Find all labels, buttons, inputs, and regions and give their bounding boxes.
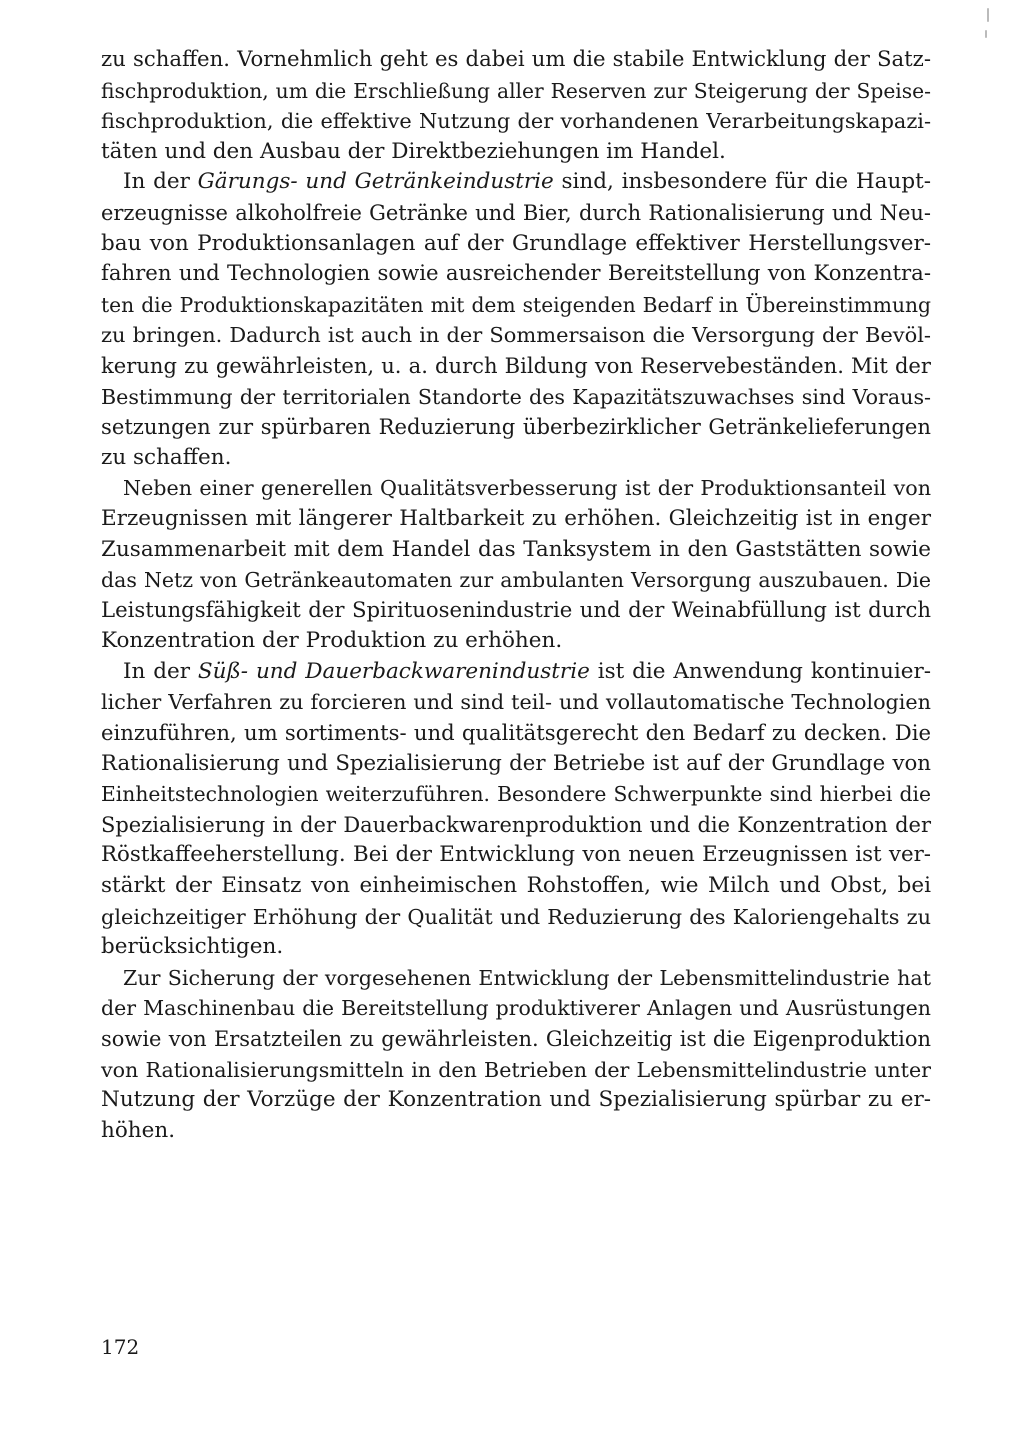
text-line xyxy=(101,963,931,994)
text-run: In der xyxy=(123,169,198,195)
text-line xyxy=(101,932,931,963)
text-line xyxy=(101,290,931,321)
scan-speck xyxy=(987,8,989,22)
text-line xyxy=(101,412,931,443)
page-number: 172 xyxy=(101,1335,140,1359)
text-run: Zur Sicherung der vorgesehenen Entwicklung der Lebensmittelindustrie hat xyxy=(123,965,931,990)
text-line xyxy=(101,657,931,688)
paragraph xyxy=(101,45,931,167)
text-run: zu schaffen. Vornehmlich geht es dabei um die stabile Entwicklung der Satz- xyxy=(101,47,931,72)
text-run: licher Verfahren zu forcieren und sind teil- und vollautomatische Technologien xyxy=(101,690,931,715)
text-line xyxy=(101,779,931,810)
paragraph xyxy=(101,657,931,963)
text-run: höhen. xyxy=(101,1117,176,1143)
text-line xyxy=(101,137,931,168)
text-line xyxy=(101,106,931,137)
text-line xyxy=(101,596,931,627)
text-line xyxy=(101,1024,931,1055)
text-line xyxy=(101,259,931,290)
text-line xyxy=(101,535,931,566)
text-line xyxy=(101,45,931,76)
text-run: In der xyxy=(123,658,198,684)
text-line xyxy=(101,565,931,596)
text-run: Zusammenarbeit mit dem Handel das Tanksystem in den Gaststätten sowie xyxy=(101,536,931,562)
text-line xyxy=(101,902,931,933)
text-line xyxy=(101,1055,931,1086)
paragraph xyxy=(101,963,931,1147)
text-line xyxy=(101,382,931,413)
text-run: Konzentration der Produktion zu erhöhen. xyxy=(101,628,563,654)
text-run: Rationalisierung und Spezialisierung der Betriebe ist auf der Grundlage von xyxy=(101,750,931,776)
text-run: Erzeugnissen mit längerer Haltbarkeit zu erhöhen. Gleichzeitig ist in enger xyxy=(101,505,931,531)
text-run: täten und den Ausbau der Direktbeziehungen im Handel. xyxy=(101,138,726,164)
text-line xyxy=(101,687,931,718)
italic-term: Gärungs- und Getränkeindustrie xyxy=(197,169,554,195)
text-run: zu schaffen. xyxy=(101,444,232,470)
text-run: fischproduktion, um die Erschließung aller Reserven zur Steigerung der Speise- xyxy=(101,78,931,103)
text-run: setzungen zur spürbaren Reduzierung überbezirklicher Getränkelieferungen xyxy=(101,414,931,440)
text-line xyxy=(101,229,931,260)
italic-term: Süß- und Dauerbackwarenindustrie xyxy=(197,658,590,684)
text-run: fischproduktion, die effektive Nutzung der vorhandenen Verarbeitungskapazi- xyxy=(101,109,931,134)
text-line xyxy=(101,320,931,351)
text-line xyxy=(101,443,931,474)
text-run: Leistungsfähigkeit der Spirituosenindustrie und der Weinabfüllung ist durch xyxy=(101,597,931,623)
text-line xyxy=(101,198,931,229)
text-line xyxy=(101,76,931,107)
text-run: Einheitstechnologien weiterzuführen. Besondere Schwerpunkte sind hierbei die xyxy=(101,782,931,807)
text-run: zu bringen. Dadurch ist auch in der Sommersaison die Versorgung der Bevöl- xyxy=(101,323,931,348)
text-line xyxy=(101,473,931,504)
text-run: Neben einer generellen Qualitätsverbesserung ist der Produktionsanteil von xyxy=(123,476,931,501)
text-run: stärkt der Einsatz von einheimischen Rohstoffen, wie Milch und Obst, bei xyxy=(101,873,931,899)
paragraph xyxy=(101,167,931,473)
text-line xyxy=(101,718,931,749)
text-run: fahren und Technologien sowie ausreichender Bereitstellung von Konzentra- xyxy=(101,261,931,287)
scan-speck xyxy=(985,30,987,38)
text-run: Nutzung der Vorzüge der Konzentration und Spezialisierung spürbar zu er- xyxy=(101,1087,931,1113)
text-run: das Netz von Getränkeautomaten zur ambulanten Versorgung auszubauen. Die xyxy=(101,568,931,593)
text-run: der Maschinenbau die Bereitstellung produktiverer Anlagen und Ausrüstungen xyxy=(101,996,931,1021)
text-run: Spezialisierung in der Dauerbackwarenproduktion und die Konzentration der xyxy=(101,812,931,837)
text-line xyxy=(101,1085,931,1116)
text-line xyxy=(101,351,931,382)
text-run: sind, insbesondere für die Haupt- xyxy=(553,169,931,195)
text-run: ten die Produktionskapazitäten mit dem steigenden Bedarf in Übereinstimmung xyxy=(101,292,931,317)
text-line xyxy=(101,626,931,657)
text-run: sowie von Ersatzteilen zu gewährleisten. Gleichzeitig ist die Eigenproduktion xyxy=(101,1027,931,1051)
text-line xyxy=(101,167,931,198)
text-run: berücksichtigen. xyxy=(101,934,284,960)
text-run: erzeugnisse alkoholfreie Getränke und Bier, durch Rationalisierung und Neu- xyxy=(101,200,931,225)
text-run: kerung zu gewährleisten, u. a. durch Bildung von Reservebeständen. Mit der xyxy=(101,352,931,378)
text-run: von Rationalisierungsmitteln in den Betrieben der Lebensmittelindustrie unter xyxy=(101,1057,931,1082)
text-line xyxy=(101,1116,931,1147)
text-run: bau von Produktionsanlagen auf der Grundlage effektiver Herstellungsver- xyxy=(101,230,931,256)
body-text xyxy=(101,45,931,1146)
text-line xyxy=(101,871,931,902)
text-line xyxy=(101,504,931,535)
text-run: ist die Anwendung kontinuier- xyxy=(589,658,931,684)
text-run: Bestimmung der territorialen Standorte des Kapazitätszuwachses sind Voraus- xyxy=(101,384,931,409)
text-line xyxy=(101,749,931,780)
paragraph xyxy=(101,473,931,657)
text-run: gleichzeitiger Erhöhung der Qualität und Reduzierung des Kaloriengehalts zu xyxy=(101,904,931,929)
text-run: einzuführen, um sortiments- und qualitätsgerecht den Bedarf zu decken. Die xyxy=(101,720,931,746)
text-line xyxy=(101,810,931,841)
text-run: Röstkaffeeherstellung. Bei der Entwicklung von neuen Erzeugnissen ist ver- xyxy=(101,842,931,868)
text-line xyxy=(101,840,931,871)
text-line xyxy=(101,993,931,1024)
